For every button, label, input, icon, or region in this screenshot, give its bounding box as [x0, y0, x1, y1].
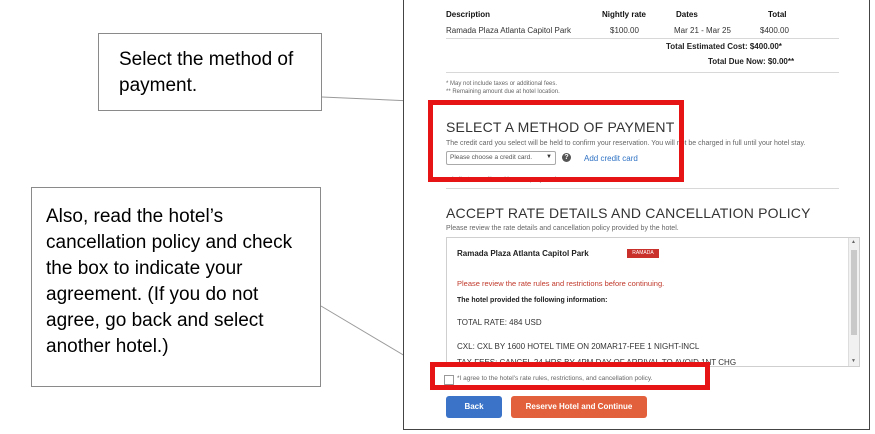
footnote-taxes: * May not include taxes or additional fees.: [446, 81, 558, 87]
policy-hotel-name: Ramada Plaza Atlanta Capitol Park: [457, 249, 589, 258]
col-header-rate: Nightly rate: [602, 10, 647, 19]
payment-section-title: SELECT A METHOD OF PAYMENT: [446, 119, 675, 135]
add-credit-card-link[interactable]: Add credit card: [584, 154, 638, 163]
policy-cxl: CXL: CXL BY 1600 HOTEL TIME ON 20MAR17-FEE 1 NIGHT-INCL: [457, 342, 700, 351]
policy-warning: Please review the rate rules and restrictions before continuing.: [457, 279, 665, 288]
policy-scroll-box[interactable]: [446, 237, 860, 367]
payment-highlight-box: [428, 100, 684, 182]
divider: [446, 38, 839, 39]
scrollbar-thumb[interactable]: [851, 250, 857, 335]
policy-help-text: Please review the rate details and cancellation policy provided by the hotel.: [446, 225, 679, 232]
company-card-note: Indicates credit card is a company card: [452, 177, 557, 183]
scroll-up-icon[interactable]: ▲: [851, 239, 856, 245]
callout-policy-text: Also, read the hotel’s cancellation policy and check the box to indicate your agreement. (If you do not agree, go back and select another hotel.): [46, 206, 293, 357]
col-header-dates: Dates: [676, 10, 698, 19]
leader-line-payment: [322, 97, 412, 101]
col-header-description: Description: [446, 10, 491, 19]
policy-scrollbar[interactable]: [848, 238, 859, 366]
row-dates: Mar 21 - Mar 25: [674, 26, 731, 35]
policy-section-title: ACCEPT RATE DETAILS AND CANCELLATION POLICY: [446, 205, 811, 221]
row-total: $400.00: [760, 26, 789, 35]
estimated-cost: Total Estimated Cost: $400.00*: [666, 42, 782, 51]
credit-card-select-value: Please choose a credit card.: [450, 154, 533, 161]
row-rate: $100.00: [610, 26, 639, 35]
agreement-highlight-box: [430, 362, 710, 390]
help-icon[interactable]: ?: [562, 153, 571, 162]
divider: [446, 188, 839, 189]
ramada-logo: RAMADA: [627, 249, 659, 258]
scroll-down-icon[interactable]: ▼: [851, 358, 856, 364]
footnote-remaining: ** Remaining amount due at hotel location.: [446, 89, 560, 95]
agree-label: *I agree to the hotel's rate rules, restrictions, and cancellation policy.: [457, 375, 653, 382]
policy-total-rate: TOTAL RATE: 484 USD: [457, 318, 542, 327]
callout-payment: [98, 33, 322, 111]
reserve-hotel-button[interactable]: Reserve Hotel and Continue: [511, 396, 647, 418]
chevron-down-icon: ▼: [546, 154, 552, 160]
back-button[interactable]: Back: [446, 396, 502, 418]
payment-help-text: The credit card you select will be held to confirm your reservation. You will not be charged in full until your hotel stay.: [446, 140, 806, 147]
row-description: Ramada Plaza Atlanta Capitol Park: [446, 26, 571, 35]
divider: [446, 72, 839, 73]
col-header-total: Total: [768, 10, 787, 19]
policy-tax: TAX FEES: CANCEL 24 HRS BY 4PM DAY OF ARRIVAL TO AVOID 1NT CHG: [457, 358, 737, 367]
total-due-now: Total Due Now: $0.00**: [708, 57, 795, 66]
policy-provided-label: The hotel provided the following information:: [457, 297, 608, 304]
callout-policy: [31, 187, 321, 387]
callout-payment-text: Select the method of payment.: [119, 49, 294, 96]
